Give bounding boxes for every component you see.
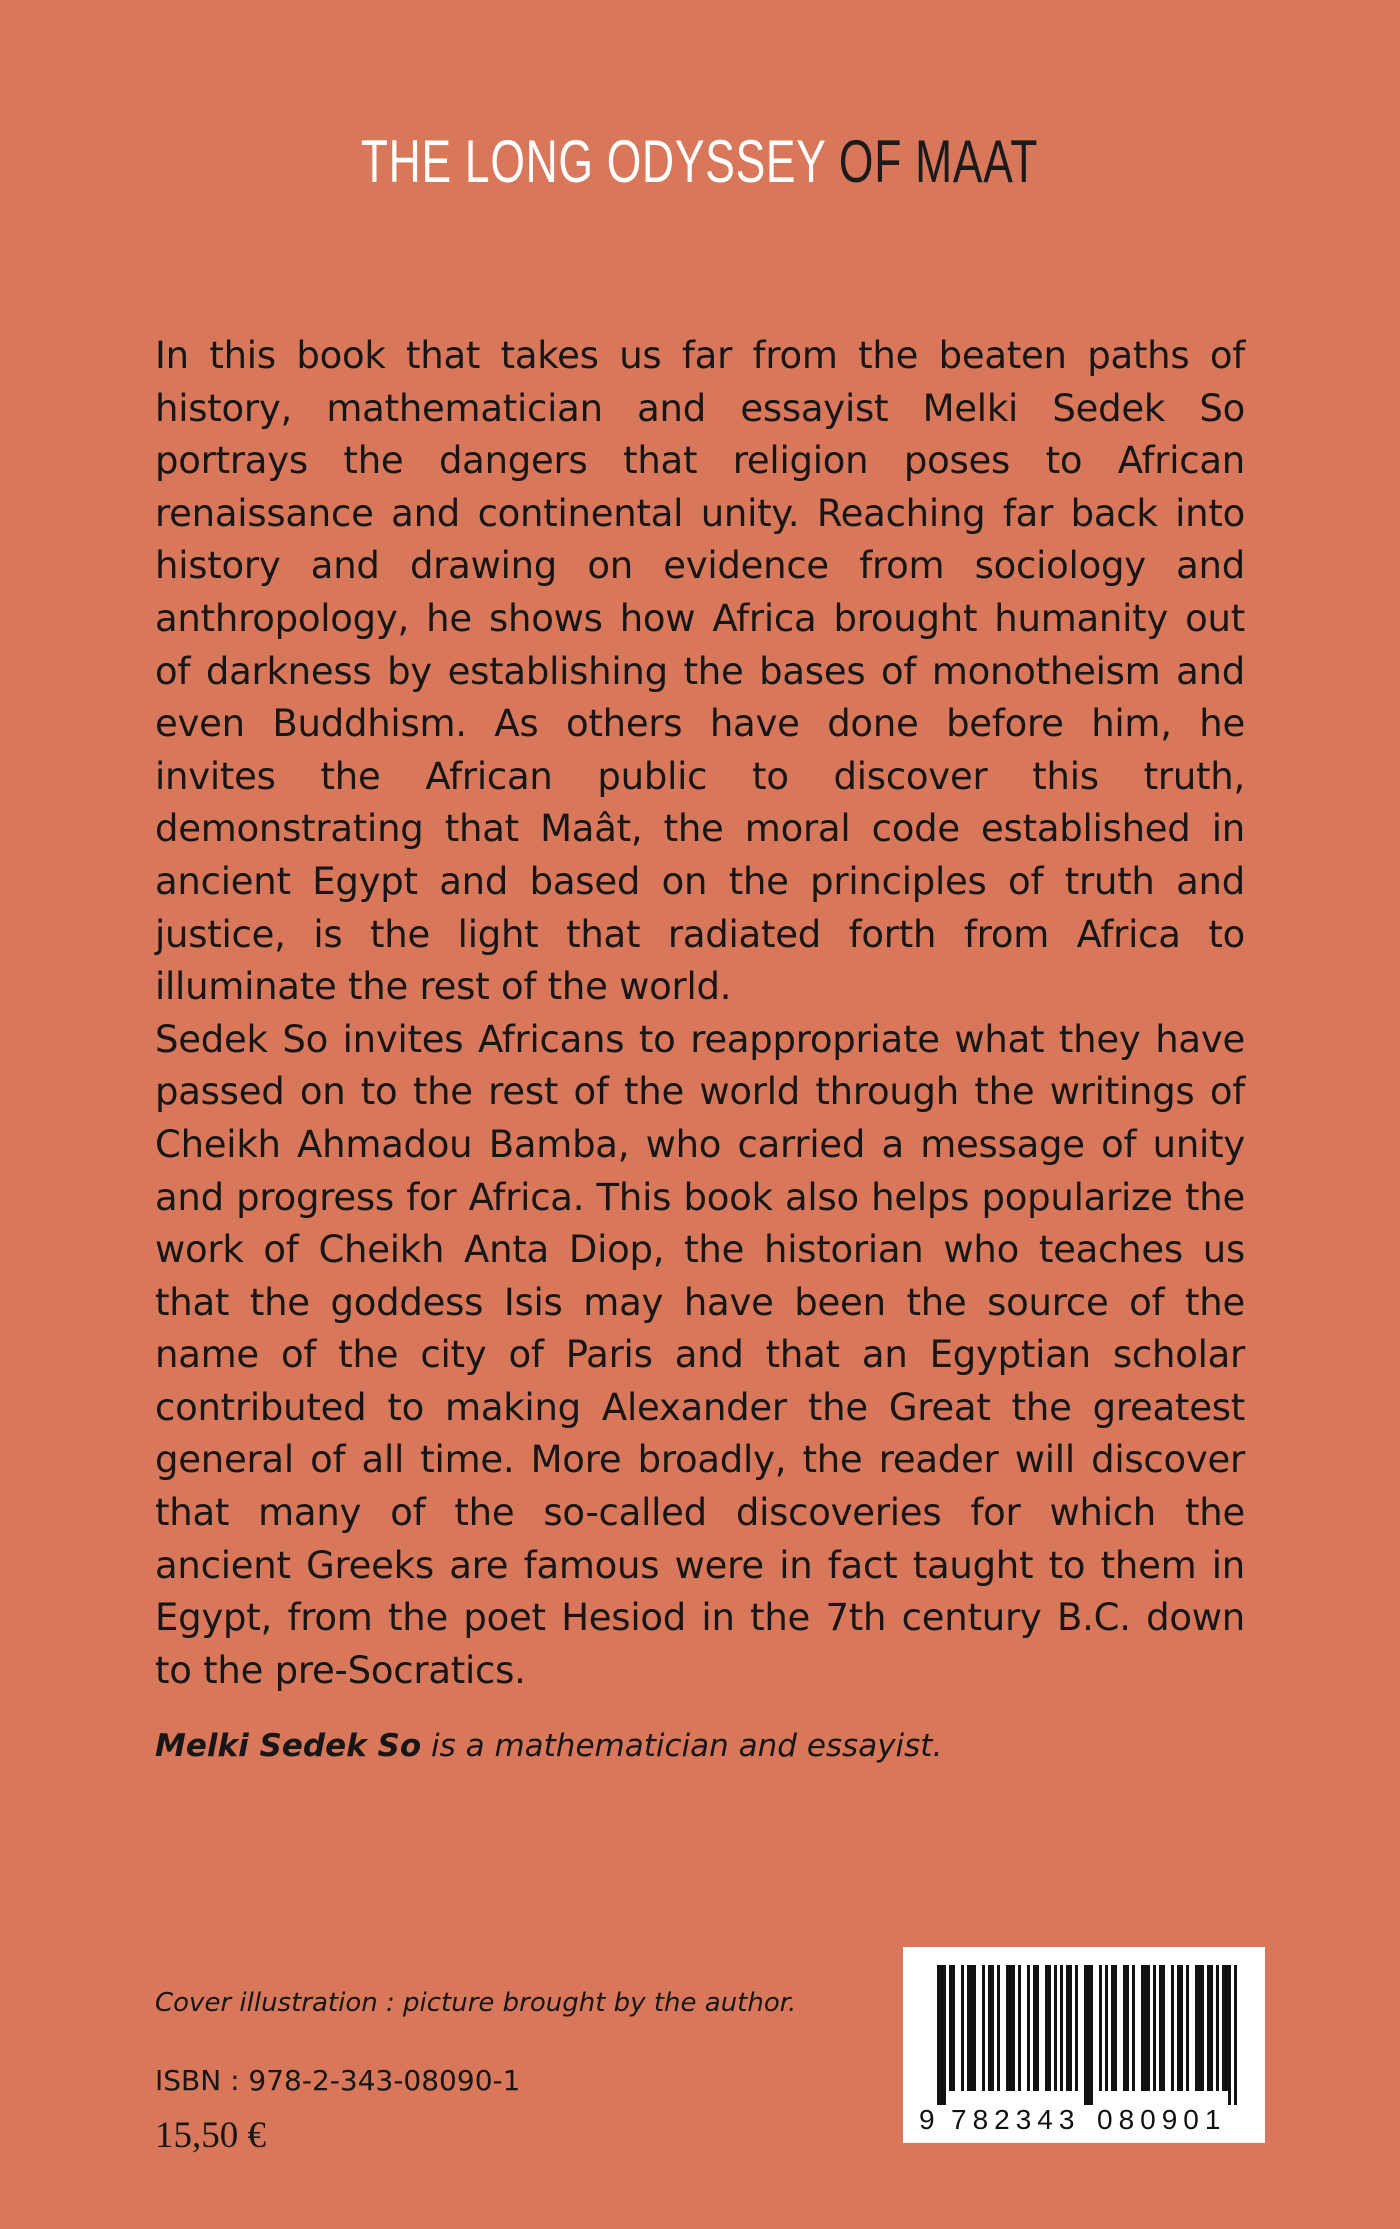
barcode-bar bbox=[961, 1965, 964, 2091]
barcode-bar bbox=[1144, 1965, 1147, 2091]
barcode-bar bbox=[1006, 1965, 1009, 2091]
barcode-bar bbox=[1123, 1965, 1126, 2091]
barcode-bar bbox=[1186, 1965, 1189, 2091]
barcode-bar bbox=[1162, 1965, 1165, 2091]
synopsis-paragraph-1: In this book that takes us far from the beaten paths of history, mathematician and essayist Melki Sedek So portrays the dangers that religion poses to African renaissance and continental unity. Reaching far back into history and drawing on evidence from sociology and anthropology, he shows how Africa brought humanity out of darkness by establishing the bases of monotheism and even Buddhism. As others have done before him, he invites the African public to discover this truth, demonstrating that Maât, the moral code established in ancient Egypt and based on the principles of truth and justice, is the light that radiated forth from Africa to illuminate the rest of the world. bbox=[155, 334, 1245, 1009]
isbn: ISBN : 978-2-343-08090-1 bbox=[155, 2064, 521, 2097]
barcode-bar bbox=[1084, 1965, 1087, 2105]
barcode-bar bbox=[1207, 1965, 1210, 2091]
barcode-bar bbox=[1027, 1965, 1030, 2091]
barcode-bar bbox=[982, 1965, 985, 2091]
barcode-bar bbox=[1228, 1965, 1231, 2105]
barcode-bar bbox=[991, 1965, 994, 2091]
barcode-bar bbox=[1087, 1965, 1090, 2105]
author-bio bbox=[155, 1726, 942, 1766]
barcode-bar bbox=[970, 1965, 973, 2091]
barcode-group-2: 080901 bbox=[1097, 2104, 1227, 2135]
barcode-bar bbox=[1198, 1965, 1201, 2091]
barcode-bar bbox=[1153, 1965, 1156, 2091]
barcode-bar bbox=[1045, 1965, 1048, 2091]
barcode-bar bbox=[937, 1965, 940, 2105]
cover-credit: Cover illustration : picture brought by the author. bbox=[155, 1988, 797, 2018]
barcode-bars bbox=[937, 1965, 1237, 2105]
author-description: is a mathematician and essayist. bbox=[421, 1728, 943, 1764]
barcode-bar bbox=[1201, 1965, 1204, 2091]
barcode-bar bbox=[1234, 1965, 1237, 2105]
barcode-bar bbox=[997, 1965, 1000, 2091]
barcode-bar bbox=[1012, 1965, 1015, 2091]
barcode-bar bbox=[1222, 1965, 1225, 2091]
barcode-lead-digit: 9 bbox=[919, 2104, 935, 2135]
barcode-bar bbox=[988, 1965, 991, 2091]
barcode-bar bbox=[1132, 1965, 1135, 2091]
barcode-bar bbox=[1216, 1965, 1219, 2091]
synopsis-paragraph-2: Sedek So invites Africans to reappropriate what they have passed on to the rest of the world through the writings of Cheikh Ahmadou Bamba, who carried a message of unity and progress for Africa. This book also helps popularize the work of Cheikh Anta Diop, the historian who teaches us that the goddess Isis may have been the source of the name of the city of Paris and that an Egyptian scholar contributed to making Alexander the Great the greatest general of all time. More broadly, the reader will discover that many of the so-called discoveries for which the ancient Greeks are famous were in fact taught to them in Egypt, from the poet Hesiod in the 7th century B.C. down to the pre-Socratics. bbox=[155, 1017, 1245, 1692]
barcode-bar bbox=[967, 1965, 970, 2091]
barcode-graphic bbox=[903, 1947, 1265, 2143]
barcode-bar bbox=[949, 1965, 952, 2091]
barcode-bar bbox=[973, 1965, 976, 2091]
title-part-light: THE LONG ODYSSEY bbox=[360, 128, 826, 195]
barcode-bar bbox=[1036, 1965, 1039, 2091]
barcode-bar bbox=[1141, 1965, 1144, 2091]
book-title bbox=[181, 128, 1217, 195]
barcode-bar bbox=[1075, 1965, 1078, 2091]
barcode-bar bbox=[1180, 1965, 1183, 2091]
barcode-bar bbox=[943, 1965, 946, 2105]
barcode-bar bbox=[1111, 1965, 1114, 2091]
barcode-bar bbox=[1171, 1965, 1174, 2091]
barcode-bar bbox=[1114, 1965, 1117, 2091]
barcode-bar bbox=[1099, 1965, 1102, 2091]
barcode bbox=[903, 1947, 1265, 2143]
price: 15,50 € bbox=[155, 2115, 266, 2156]
barcode-bar bbox=[1195, 1965, 1198, 2091]
barcode-bar bbox=[1066, 1965, 1069, 2091]
barcode-bar bbox=[940, 1965, 943, 2105]
author-name: Melki Sedek So bbox=[155, 1728, 422, 1764]
barcode-bar bbox=[1105, 1965, 1108, 2091]
barcode-bar bbox=[1033, 1965, 1036, 2091]
barcode-bar bbox=[1048, 1965, 1051, 2091]
barcode-bar bbox=[1210, 1965, 1213, 2091]
barcode-group-1: 782343 bbox=[951, 2104, 1081, 2135]
barcode-bar bbox=[1147, 1965, 1150, 2091]
barcode-bar bbox=[1159, 1965, 1162, 2091]
barcode-bar bbox=[1060, 1965, 1063, 2091]
title-part-dark: OF MAAT bbox=[838, 128, 1039, 195]
barcode-bar bbox=[1009, 1965, 1012, 2091]
barcode-bar bbox=[1069, 1965, 1072, 2091]
barcode-bar bbox=[1126, 1965, 1129, 2091]
barcode-bar bbox=[1177, 1965, 1180, 2091]
synopsis bbox=[155, 330, 1245, 1697]
barcode-bar bbox=[1018, 1965, 1021, 2091]
barcode-bar bbox=[1225, 1965, 1228, 2091]
barcode-bar bbox=[1054, 1965, 1057, 2091]
barcode-bar bbox=[1090, 1965, 1093, 2105]
barcode-bar bbox=[952, 1965, 955, 2091]
